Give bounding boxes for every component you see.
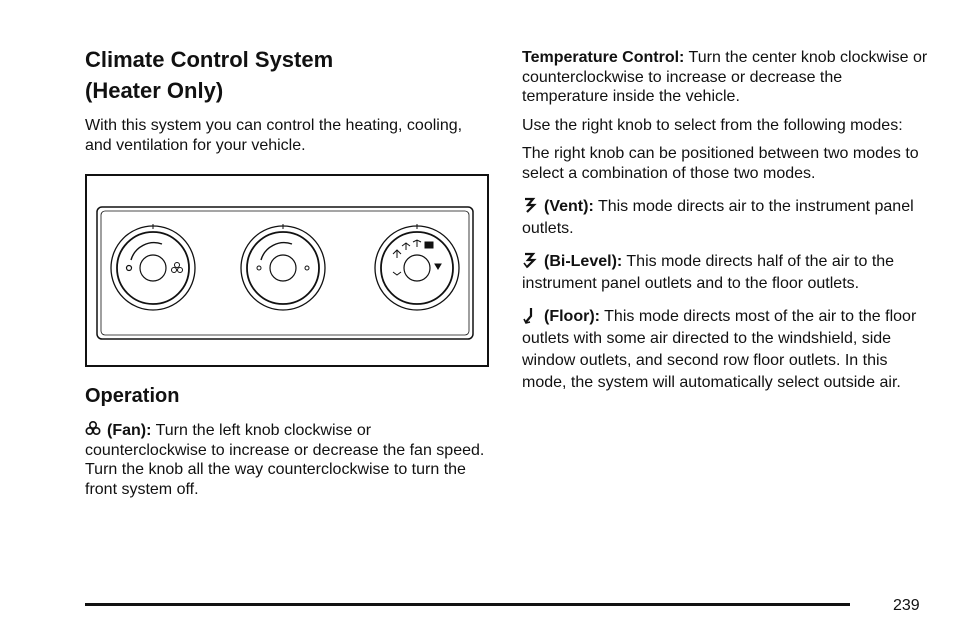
floor-text: This mode directs most of the air to the floor outlets with some air directed to the windshield, side window outlets, and second row floor outlets. In this mode, the system will automatically select outside air. xyxy=(522,308,917,391)
floor-label: (Floor): xyxy=(544,308,600,325)
fan-paragraph xyxy=(85,420,490,499)
title-line-2: (Heater Only) xyxy=(85,78,224,103)
left-column xyxy=(85,44,490,499)
right-column xyxy=(522,48,932,394)
vent-icon xyxy=(522,196,538,214)
bi-level-mode-paragraph xyxy=(522,251,932,295)
climate-control-figure xyxy=(85,174,489,367)
bi-level-text: This mode directs half of the air to the instrument panel outlets and to the floor outlets. xyxy=(522,253,895,292)
section-title xyxy=(85,44,490,106)
floor-icon xyxy=(522,306,538,324)
bi-level-icon xyxy=(522,251,538,269)
bi-level-label: (Bi-Level): xyxy=(544,253,623,270)
climate-control-panel-illustration xyxy=(87,176,487,365)
temperature-knob xyxy=(241,224,325,310)
fan-label: (Fan): xyxy=(107,422,152,439)
page-number: 239 xyxy=(893,597,920,614)
vent-label: (Vent): xyxy=(544,198,594,215)
title-line-1: Climate Control System xyxy=(85,47,334,72)
mode-knob xyxy=(375,224,459,310)
right-knob-paragraph: Use the right knob to select from the following modes: xyxy=(522,116,903,134)
floor-mode-paragraph xyxy=(522,306,932,394)
fan-text: Turn the left knob clockwise or counterclockwise to increase or decrease the fan speed. Turn the knob all the way counterclockwise to turn the front system off. xyxy=(85,422,485,498)
fan-knob xyxy=(111,224,195,310)
temperature-text: Turn the center knob clockwise or counterclockwise to increase or decrease the temperature inside the vehicle. xyxy=(522,49,928,105)
operation-heading: Operation xyxy=(85,385,180,407)
vent-text: This mode directs air to the instrument panel outlets. xyxy=(522,198,914,237)
vent-mode-paragraph xyxy=(522,196,932,240)
intro-paragraph: With this system you can control the heating, cooling, and ventilation for your vehicle. xyxy=(85,117,463,154)
fan-icon xyxy=(85,420,101,438)
combination-paragraph: The right knob can be positioned between two modes to select a combination of those two modes. xyxy=(522,145,919,182)
footer-rule xyxy=(85,603,850,606)
temperature-label: Temperature Control: xyxy=(522,49,685,66)
temperature-paragraph xyxy=(522,48,932,107)
